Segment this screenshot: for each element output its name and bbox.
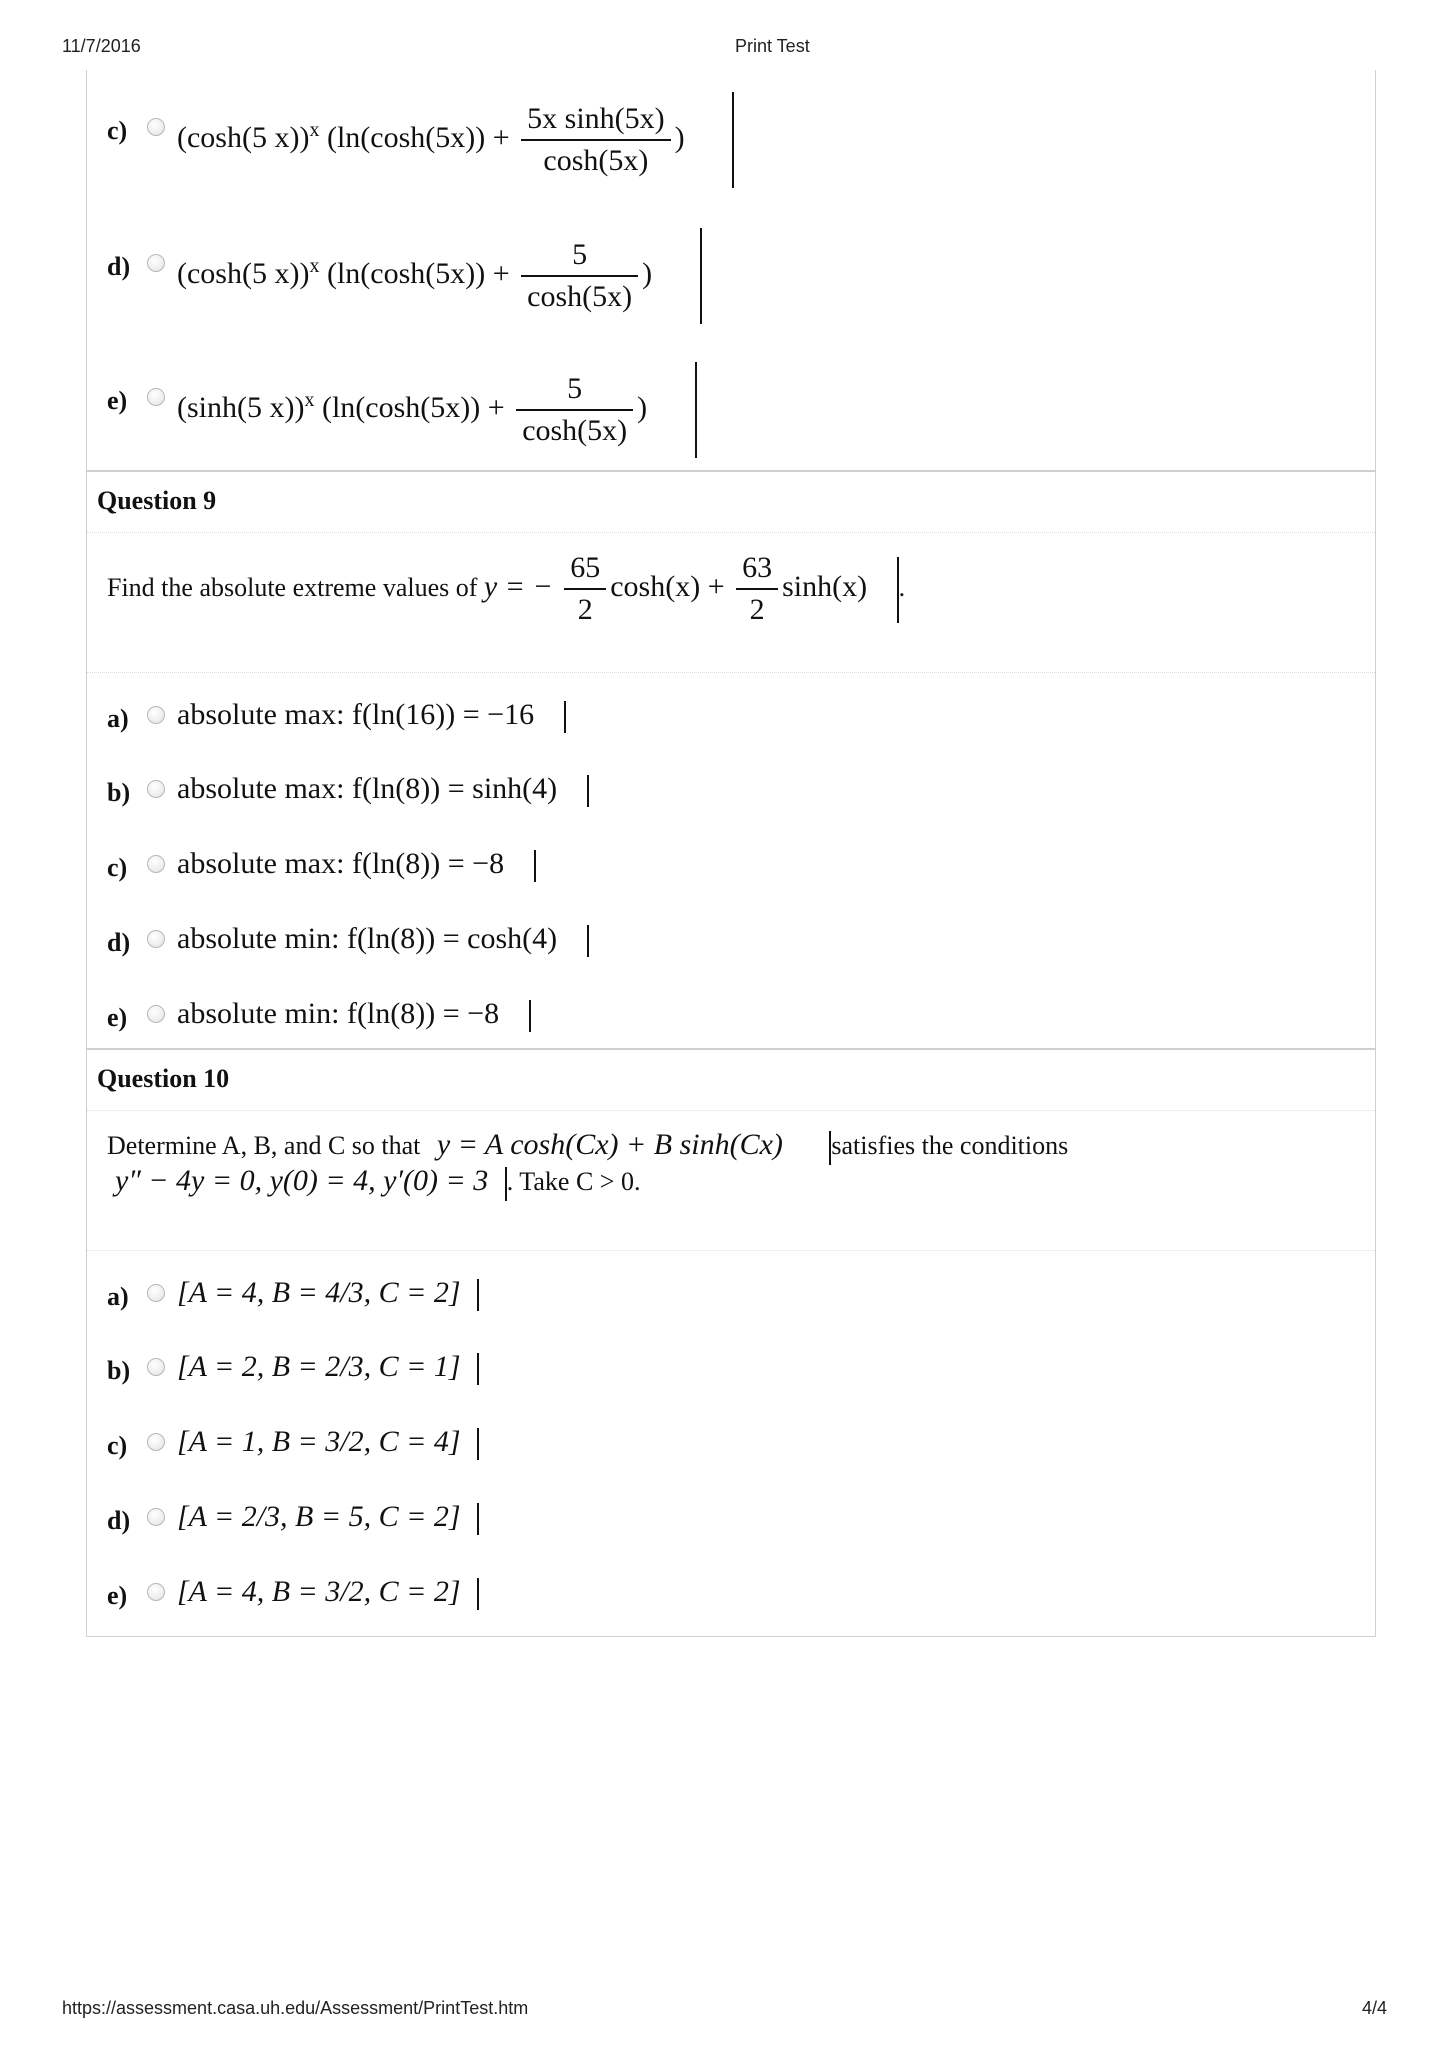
fraction <box>564 548 606 630</box>
question-9 <box>86 470 1376 1050</box>
option-label: e) <box>107 1003 128 1032</box>
option-expression <box>177 1425 479 1460</box>
option-label: a) <box>107 1282 129 1311</box>
fraction-numerator: 63 <box>736 548 778 590</box>
divider <box>87 1110 1375 1111</box>
option-expression <box>177 997 531 1032</box>
expr-exponent: x <box>309 118 320 141</box>
page-title: Print Test <box>735 36 810 56</box>
radio-button[interactable] <box>147 1284 165 1302</box>
q10-option-e[interactable] <box>87 1565 787 1625</box>
option-expression <box>177 698 566 733</box>
option-label: b) <box>107 778 131 807</box>
text-cursor <box>700 228 702 324</box>
radio-button[interactable] <box>147 1433 165 1451</box>
prompt-lhs: y = − <box>483 569 553 603</box>
option-label: c) <box>107 116 128 145</box>
option-label: a) <box>107 704 129 733</box>
option-text: absolute max: f(ln(8)) = sinh(4) <box>177 772 558 805</box>
prompt-tail: sinh(x) <box>782 569 868 603</box>
question-8-continued <box>86 70 1376 470</box>
option-text: [A = 4, B = 3/2, C = 2] <box>177 1575 461 1608</box>
text-cursor <box>564 701 566 733</box>
radio-button[interactable] <box>147 930 165 948</box>
question-prompt-line-1 <box>107 1128 1068 1165</box>
expr-base: (cosh(5 x)) <box>177 120 310 154</box>
option-label: c) <box>107 853 128 882</box>
expr-exponent: x <box>309 254 320 277</box>
option-label: d) <box>107 1506 131 1535</box>
fraction-denominator: 2 <box>577 593 593 626</box>
text-cursor <box>529 1000 531 1032</box>
question-title: Question 9 <box>97 486 217 515</box>
expr-pre: (ln(cosh(5x)) + <box>314 390 505 424</box>
fraction-numerator: 5 <box>521 235 638 277</box>
print-date: 11/7/2016 <box>62 36 141 56</box>
expr-post: ) <box>674 120 685 154</box>
page-url: https://assessment.casa.uh.edu/Assessment/PrintTest.htm <box>62 1998 529 2018</box>
expr-post: ) <box>637 390 648 424</box>
option-text: absolute max: f(ln(8)) = −8 <box>177 847 505 880</box>
q10-option-d[interactable] <box>87 1490 787 1550</box>
fraction-denominator: cosh(5x) <box>522 414 628 447</box>
divider <box>87 672 1375 673</box>
option-expression <box>177 362 697 458</box>
prompt-end: . <box>898 572 906 602</box>
divider <box>87 532 1375 533</box>
text-cursor <box>587 775 589 807</box>
radio-button[interactable] <box>147 1358 165 1376</box>
option-text: [A = 2, B = 2/3, C = 1] <box>177 1350 461 1383</box>
option-expression <box>177 1575 479 1610</box>
option-text: absolute max: f(ln(16)) = −16 <box>177 698 535 731</box>
expr-base: (sinh(5 x)) <box>177 390 305 424</box>
q9-option-d[interactable] <box>87 912 787 972</box>
radio-button[interactable] <box>147 254 165 272</box>
radio-button[interactable] <box>147 706 165 724</box>
text-cursor <box>477 1353 479 1385</box>
q9-option-c[interactable] <box>87 837 787 897</box>
prompt-text: Find the absolute extreme values of <box>107 572 478 602</box>
radio-button[interactable] <box>147 1508 165 1526</box>
option-label: d) <box>107 928 131 957</box>
fraction <box>521 99 671 181</box>
text-cursor <box>534 850 536 882</box>
page-number: 4/4 <box>1362 1998 1388 2018</box>
option-expression <box>177 1276 479 1311</box>
text-cursor <box>477 1503 479 1535</box>
radio-button[interactable] <box>147 118 165 136</box>
option-expression <box>177 772 589 807</box>
option-expression <box>177 847 536 882</box>
option-label: d) <box>107 252 131 281</box>
prompt-text-3: . Take C > 0. <box>506 1167 641 1196</box>
option-text: [A = 4, B = 4/3, C = 2] <box>177 1276 461 1309</box>
prompt-equation: y = A cosh(Cx) + B sinh(Cx) <box>436 1128 783 1161</box>
option-expression <box>177 1350 479 1385</box>
fraction-denominator: 2 <box>749 593 765 626</box>
expr-pre: (ln(cosh(5x)) + <box>319 120 510 154</box>
fraction-numerator: 5 <box>516 369 633 411</box>
fraction <box>736 548 778 630</box>
option-label: e) <box>107 1581 128 1610</box>
question-10 <box>86 1048 1376 1637</box>
option-expression <box>177 922 589 957</box>
text-cursor <box>732 92 734 188</box>
option-label: b) <box>107 1356 131 1385</box>
fraction <box>521 235 638 317</box>
text-cursor <box>477 1279 479 1311</box>
fraction-numerator: 5x sinh(5x) <box>521 99 671 141</box>
q9-option-e[interactable] <box>87 987 787 1047</box>
prompt-text-2: satisfies the conditions <box>831 1131 1069 1160</box>
prompt-conditions: y″ − 4y = 0, y(0) = 4, y′(0) = 3 <box>115 1164 489 1197</box>
q9-option-a[interactable] <box>87 688 787 748</box>
fraction-denominator: cosh(5x) <box>527 280 633 313</box>
q10-option-b[interactable] <box>87 1340 787 1400</box>
divider <box>87 1250 1375 1251</box>
q10-option-c[interactable] <box>87 1415 787 1475</box>
question-prompt <box>107 548 905 630</box>
fraction-numerator: 65 <box>564 548 606 590</box>
q9-option-b[interactable] <box>87 762 787 822</box>
question-title: Question 10 <box>97 1064 230 1093</box>
text-cursor <box>477 1428 479 1460</box>
option-expression <box>177 228 702 324</box>
option-text: absolute min: f(ln(8)) = cosh(4) <box>177 922 558 955</box>
q8-option-c[interactable] <box>87 100 987 177</box>
option-label: e) <box>107 386 128 415</box>
expr-base: (cosh(5 x)) <box>177 256 310 290</box>
text-cursor <box>477 1578 479 1610</box>
expr-post: ) <box>642 256 653 290</box>
option-text: absolute min: f(ln(8)) = −8 <box>177 997 500 1030</box>
radio-button[interactable] <box>147 1583 165 1601</box>
q8-option-d[interactable] <box>87 236 987 313</box>
option-text: [A = 1, B = 3/2, C = 4] <box>177 1425 461 1458</box>
expr-pre: (ln(cosh(5x)) + <box>319 256 510 290</box>
expr-exponent: x <box>304 388 315 411</box>
q10-option-a[interactable] <box>87 1266 787 1326</box>
option-text: [A = 2/3, B = 5, C = 2] <box>177 1500 461 1533</box>
option-expression <box>177 1500 479 1535</box>
option-expression <box>177 92 734 188</box>
prompt-text: Determine A, B, and C so that <box>107 1131 421 1160</box>
radio-button[interactable] <box>147 855 165 873</box>
prompt-mid: cosh(x) + <box>610 569 725 603</box>
option-label: c) <box>107 1431 128 1460</box>
radio-button[interactable] <box>147 388 165 406</box>
radio-button[interactable] <box>147 780 165 798</box>
radio-button[interactable] <box>147 1005 165 1023</box>
fraction <box>516 369 633 451</box>
text-cursor <box>587 925 589 957</box>
fraction-denominator: cosh(5x) <box>543 144 649 177</box>
question-prompt-line-2 <box>115 1164 640 1201</box>
text-cursor <box>695 362 697 458</box>
q8-option-e[interactable] <box>87 370 987 447</box>
